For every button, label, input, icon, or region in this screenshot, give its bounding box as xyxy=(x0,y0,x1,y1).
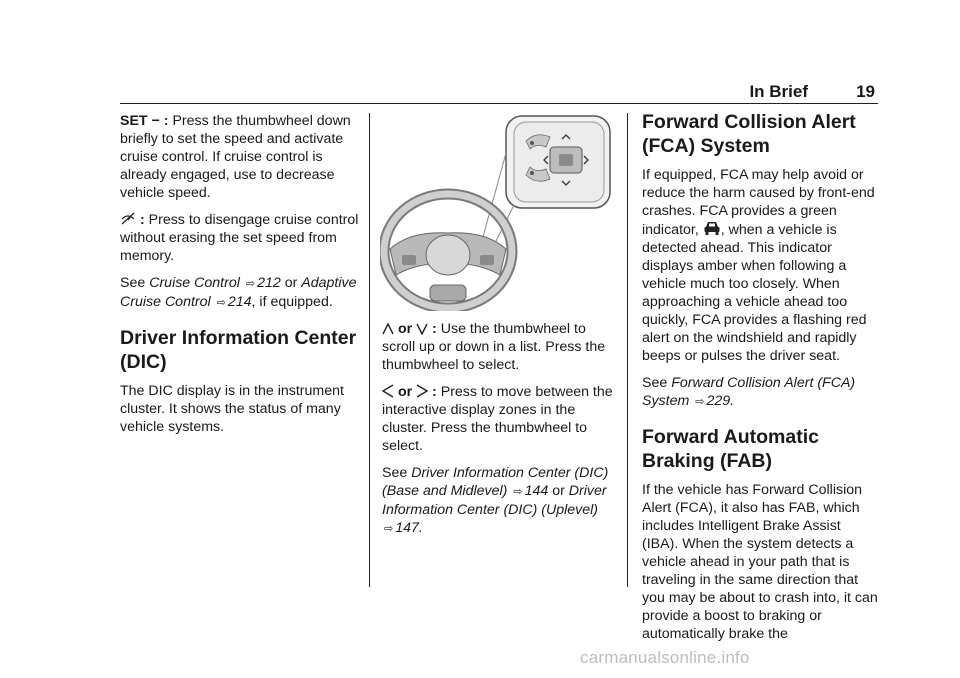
fca-paragraph: If equipped, FCA may help avoid or reduce the harm caused by front-end crashes. FCA provides a green indicator, , when a vehicle is detected ahead. This indicator displays amber when following a vehicle much too closely. When approaching a vehicle ahead too quickly, FCA provides a flashing red alert on the windshield and rapidly beeps or pulses the driver seat. xyxy=(642,167,875,364)
ref-page-212[interactable]: 212 xyxy=(257,275,281,291)
header-rule xyxy=(120,103,878,104)
ref-page-144[interactable]: 144 xyxy=(524,483,549,499)
fca-heading: Forward Collision Alert (FCA) System xyxy=(642,111,856,157)
ref-dic-base[interactable]: Driver Information Center (DIC) (Base and Midlevel) xyxy=(382,465,609,499)
see-dic-paragraph: See Driver Information Center (DIC) (Base and Midlevel) ⇨ 144 or Driver Information Center (DIC) (Uplevel) ⇨ 147. xyxy=(382,465,609,536)
chevron-up-icon xyxy=(382,323,394,335)
set-description: Press the thumbwheel down briefly to set the speed and activate cruise control. If cruise control is already engaged, use to decrease vehicle speed. xyxy=(120,113,351,201)
dic-paragraph: The DIC display is in the instrument cluster. It shows the status of many vehicle systems. xyxy=(120,383,344,435)
ref-dic-uplevel[interactable]: Driver Information Center (DIC) (Uplevel) xyxy=(382,483,607,518)
page-reference-arrow-icon: ⇨ xyxy=(245,278,256,290)
section-title: In Brief xyxy=(749,82,808,101)
watermark: carmanualsonline.info xyxy=(580,648,750,667)
page-number: 19 xyxy=(856,82,875,101)
dic-heading: Driver Information Center (DIC) xyxy=(120,327,357,373)
steering-wheel-illustration xyxy=(380,113,612,311)
column-divider-2 xyxy=(627,113,628,587)
column-divider-1 xyxy=(369,113,370,587)
updown-paragraph: or : Use the thumbwheel to scroll up or down in a list. Press the thumbwheel to select. xyxy=(382,321,606,373)
page-reference-arrow-icon: ⇨ xyxy=(513,486,523,498)
updown-description: Use the thumbwheel to scroll up or down in a list. Press the thumbwheel to select. xyxy=(382,321,606,373)
column-1 xyxy=(120,112,360,445)
ref-fca-system[interactable]: Forward Collision Alert (FCA) System xyxy=(642,375,856,409)
leftright-description: Press to move between the interactive display zones in the cluster. Press the thumbwheel to select. xyxy=(382,384,613,454)
column-2 xyxy=(382,320,618,547)
set-paragraph: SET − : Press the thumbwheel down briefly to set the speed and activate cruise control. If cruise control is already engaged, use to decrease vehicle speed. xyxy=(120,113,351,201)
page-header xyxy=(120,80,878,104)
ref-adaptive-cruise[interactable]: Adaptive Cruise Control xyxy=(120,275,357,310)
cancel-paragraph: : Press to disengage cruise control without erasing the set speed from memory. xyxy=(120,212,359,264)
leftright-paragraph: or : Press to move between the interactive display zones in the cluster. Press the thumbwheel to select. xyxy=(382,384,613,454)
chevron-right-icon xyxy=(416,384,428,398)
see-cruise-paragraph: See Cruise Control ⇨ 212 or Adaptive Cruise Control ⇨ 214, if equipped. xyxy=(120,275,357,310)
chevron-left-icon xyxy=(382,384,394,398)
fab-paragraph: If the vehicle has Forward Collision Alert (FCA), it also has FAB, which includes Intelligent Brake Assist (IBA). When the system detects a vehicle ahead in your path that is traveling in the same direction that you may be about to crash into, it can provide a boost to braking or automatically brake the xyxy=(642,482,878,642)
set-key-label: SET − xyxy=(120,113,160,129)
cancel-description: Press to disengage cruise control without erasing the set speed from memory. xyxy=(120,212,359,264)
ref-page-229[interactable]: 229 xyxy=(706,393,731,409)
page-reference-arrow-icon: ⇨ xyxy=(695,396,705,408)
ref-cruise-control[interactable]: Cruise Control xyxy=(149,275,240,291)
ref-page-147[interactable]: 147 xyxy=(395,520,419,536)
column-3 xyxy=(642,106,878,652)
chevron-down-icon xyxy=(416,323,428,335)
page-reference-arrow-icon: ⇨ xyxy=(384,523,394,535)
vehicle-ahead-icon xyxy=(703,220,721,236)
page-reference-arrow-icon: ⇨ xyxy=(216,297,226,309)
fab-heading: Forward Automatic Braking (FAB) xyxy=(642,426,819,472)
cruise-cancel-icon xyxy=(120,211,136,226)
fca-see-paragraph: See Forward Collision Alert (FCA) System ⇨ 229. xyxy=(642,375,856,409)
ref-page-214[interactable]: 214 xyxy=(227,294,252,310)
